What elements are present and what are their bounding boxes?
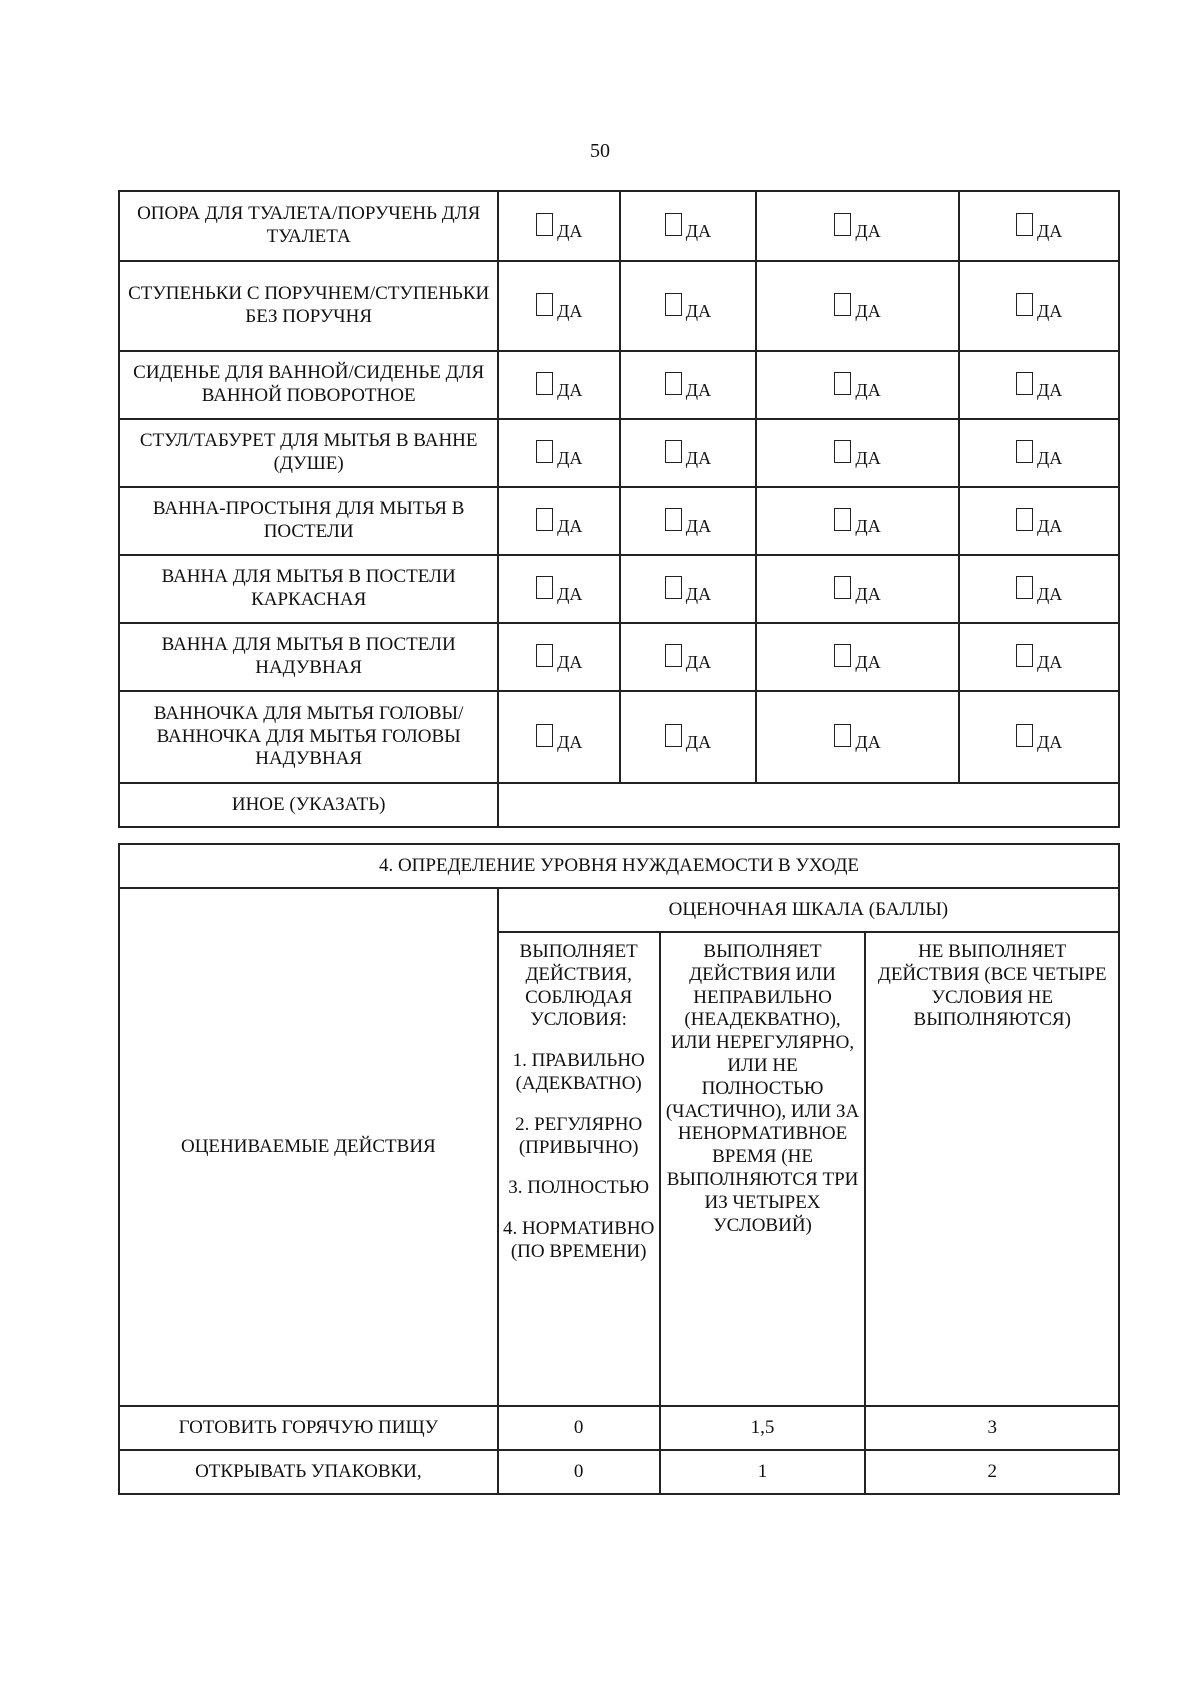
- checkbox-label: ДА: [685, 731, 712, 752]
- checkbox-label: ДА: [557, 379, 583, 400]
- checkbox-cell: [498, 261, 620, 351]
- checkbox[interactable]: [1016, 724, 1033, 747]
- checkbox[interactable]: [665, 213, 682, 236]
- score-value: 3: [865, 1406, 1119, 1450]
- checkbox-cell: [959, 555, 1119, 623]
- checkbox-label: ДА: [685, 300, 712, 321]
- checkbox[interactable]: [665, 440, 682, 463]
- checkbox-cell: [498, 487, 620, 555]
- page-number: 50: [590, 140, 610, 162]
- checkbox-label: ДА: [557, 583, 583, 604]
- checkbox[interactable]: [536, 372, 553, 395]
- checkbox-cell: [959, 691, 1119, 783]
- score-row: [119, 1450, 1119, 1494]
- other-row: [119, 783, 1119, 827]
- checkbox-cell: [498, 419, 620, 487]
- checkbox-cell: [959, 487, 1119, 555]
- equipment-row: [119, 691, 1119, 783]
- checkbox-cell: [620, 487, 756, 555]
- score-value: 0: [498, 1406, 660, 1450]
- checkbox-label: ДА: [685, 583, 712, 604]
- checkbox-label: ДА: [1037, 300, 1063, 321]
- checkbox[interactable]: [536, 576, 553, 599]
- checkbox-cell: [498, 191, 620, 261]
- checkbox-cell: [959, 623, 1119, 691]
- checkbox-cell: [620, 261, 756, 351]
- checkbox[interactable]: [1016, 372, 1033, 395]
- equipment-row: [119, 555, 1119, 623]
- checkbox-cell: [756, 555, 960, 623]
- checkbox[interactable]: [1016, 293, 1033, 316]
- checkbox[interactable]: [1016, 440, 1033, 463]
- checkbox-label: ДА: [685, 515, 712, 536]
- other-input[interactable]: [498, 783, 1119, 827]
- checkbox[interactable]: [665, 724, 682, 747]
- score-value: 1: [660, 1450, 866, 1494]
- checkbox-cell: [498, 351, 620, 419]
- checkbox-cell: [620, 691, 756, 783]
- checkbox-label: ДА: [557, 300, 583, 321]
- checkbox[interactable]: [665, 508, 682, 531]
- equipment-row: [119, 261, 1119, 351]
- equipment-label: ВАННОЧКА ДЛЯ МЫТЬЯ ГОЛОВЫ/ВАННОЧКА ДЛЯ МЫТЬЯ ГОЛОВЫ НАДУВНАЯ: [119, 691, 498, 783]
- scale-header: ОЦЕНОЧНАЯ ШКАЛА (БАЛЛЫ): [498, 888, 1119, 932]
- scale-col-full: [498, 932, 660, 1406]
- checkbox[interactable]: [536, 293, 553, 316]
- action-label: ГОТОВИТЬ ГОРЯЧУЮ ПИЩУ: [119, 1406, 498, 1450]
- checkbox[interactable]: [665, 576, 682, 599]
- equipment-label: ОПОРА ДЛЯ ТУАЛЕТА/ПОРУЧЕНЬ ДЛЯ ТУАЛЕТА: [119, 191, 498, 261]
- checkbox-label: ДА: [557, 447, 583, 468]
- score-value: 1,5: [660, 1406, 866, 1450]
- equipment-table: [118, 190, 1120, 828]
- checkbox[interactable]: [1016, 508, 1033, 531]
- checkbox[interactable]: [834, 508, 851, 531]
- checkbox-cell: [620, 555, 756, 623]
- checkbox[interactable]: [1016, 644, 1033, 667]
- checkbox-cell: [620, 351, 756, 419]
- checkbox-label: ДА: [557, 651, 583, 672]
- checkbox[interactable]: [665, 372, 682, 395]
- condition-1: 1. ПРАВИЛЬНО (АДЕКВАТНО): [512, 1050, 645, 1094]
- checkbox[interactable]: [834, 213, 851, 236]
- other-label: ИНОЕ (УКАЗАТЬ): [119, 783, 498, 827]
- equipment-label: СИДЕНЬЕ ДЛЯ ВАННОЙ/СИДЕНЬЕ ДЛЯ ВАННОЙ ПОВОРОТНОЕ: [119, 351, 498, 419]
- checkbox-label: ДА: [855, 447, 881, 468]
- checkbox-label: ДА: [1037, 220, 1063, 241]
- needs-table: [118, 843, 1120, 1495]
- checkbox-label: ДА: [1037, 651, 1063, 672]
- score-row: [119, 1406, 1119, 1450]
- checkbox[interactable]: [536, 644, 553, 667]
- checkbox-cell: [498, 623, 620, 691]
- equipment-row: [119, 419, 1119, 487]
- checkbox-label: ДА: [855, 583, 881, 604]
- checkbox-cell: [756, 487, 960, 555]
- equipment-row: [119, 191, 1119, 261]
- equipment-label: ВАННА ДЛЯ МЫТЬЯ В ПОСТЕЛИ НАДУВНАЯ: [119, 623, 498, 691]
- checkbox-cell: [756, 261, 960, 351]
- checkbox-label: ДА: [557, 731, 583, 752]
- action-label: ОТКРЫВАТЬ УПАКОВКИ,: [119, 1450, 498, 1494]
- scale-col-none: НЕ ВЫПОЛНЯЕТ ДЕЙСТВИЯ (ВСЕ ЧЕТЫРЕ УСЛОВИЯ НЕ ВЫПОЛНЯЮТСЯ): [865, 932, 1119, 1406]
- checkbox-label: ДА: [557, 220, 583, 241]
- checkbox-label: ДА: [557, 515, 583, 536]
- checkbox-label: ДА: [685, 651, 712, 672]
- section-title: 4. ОПРЕДЕЛЕНИЕ УРОВНЯ НУЖДАЕМОСТИ В УХОДЕ: [119, 844, 1119, 888]
- checkbox[interactable]: [536, 213, 553, 236]
- checkbox[interactable]: [834, 293, 851, 316]
- equipment-label: СТУПЕНЬКИ С ПОРУЧНЕМ/СТУПЕНЬКИ БЕЗ ПОРУЧНЯ: [119, 261, 498, 351]
- checkbox-cell: [959, 261, 1119, 351]
- checkbox-label: ДА: [1037, 731, 1063, 752]
- checkbox-cell: [959, 351, 1119, 419]
- checkbox-label: ДА: [855, 220, 881, 241]
- condition-4: 4. НОРМАТИВНО (ПО ВРЕМЕНИ): [502, 1218, 655, 1262]
- checkbox-label: ДА: [1037, 447, 1063, 468]
- equipment-row: [119, 487, 1119, 555]
- checkbox-label: ДА: [1037, 379, 1063, 400]
- checkbox-cell: [959, 191, 1119, 261]
- checkbox[interactable]: [536, 440, 553, 463]
- checkbox-label: ДА: [685, 220, 712, 241]
- checkbox-cell: [959, 419, 1119, 487]
- checkbox[interactable]: [834, 724, 851, 747]
- checkbox-label: ДА: [855, 515, 881, 536]
- checkbox-cell: [756, 623, 960, 691]
- checkbox-cell: [620, 191, 756, 261]
- checkbox[interactable]: [1016, 213, 1033, 236]
- checkbox-cell: [498, 691, 620, 783]
- checkbox-cell: [756, 351, 960, 419]
- checkbox-cell: [756, 691, 960, 783]
- checkbox[interactable]: [834, 644, 851, 667]
- checkbox-label: ДА: [1037, 583, 1063, 604]
- checkbox[interactable]: [536, 724, 553, 747]
- checkbox-cell: [620, 623, 756, 691]
- full-intro: ВЫПОЛНЯЕТ ДЕЙСТВИЯ, СОБЛЮДАЯ УСЛОВИЯ:: [519, 941, 638, 1031]
- checkbox-label: ДА: [855, 379, 881, 400]
- scale-col-partial: ВЫПОЛНЯЕТ ДЕЙСТВИЯ ИЛИ НЕПРАВИЛЬНО (НЕАДЕКВАТНО), ИЛИ НЕРЕГУЛЯРНО, ИЛИ НЕ ПОЛНОСТЬЮ (ЧАСТИЧНО), ИЛИ ЗА НЕНОРМАТИВНОЕ ВРЕМЯ (НЕ ВЫПОЛНЯЮТСЯ ТРИ ИЗ ЧЕТЫРЕХ УСЛОВИЙ): [660, 932, 866, 1406]
- condition-2: 2. РЕГУЛЯРНО (ПРИВЫЧНО): [515, 1113, 643, 1158]
- checkbox[interactable]: [834, 440, 851, 463]
- checkbox[interactable]: [665, 293, 682, 316]
- checkbox-label: ДА: [855, 651, 881, 672]
- equipment-row: [119, 623, 1119, 691]
- equipment-label: СТУЛ/ТАБУРЕТ ДЛЯ МЫТЬЯ В ВАННЕ (ДУШЕ): [119, 419, 498, 487]
- checkbox-label: ДА: [855, 731, 881, 752]
- checkbox[interactable]: [834, 372, 851, 395]
- checkbox-cell: [620, 419, 756, 487]
- checkbox[interactable]: [536, 508, 553, 531]
- checkbox-label: ДА: [685, 379, 712, 400]
- checkbox-label: ДА: [855, 300, 881, 321]
- checkbox[interactable]: [665, 644, 682, 667]
- actions-header: ОЦЕНИВАЕМЫЕ ДЕЙСТВИЯ: [119, 888, 498, 1406]
- checkbox-cell: [756, 191, 960, 261]
- equipment-label: ВАННА ДЛЯ МЫТЬЯ В ПОСТЕЛИ КАРКАСНАЯ: [119, 555, 498, 623]
- checkbox[interactable]: [1016, 576, 1033, 599]
- checkbox-cell: [498, 555, 620, 623]
- checkbox-cell: [756, 419, 960, 487]
- score-value: 0: [498, 1450, 660, 1494]
- checkbox-label: ДА: [1037, 515, 1063, 536]
- checkbox-label: ДА: [685, 447, 712, 468]
- equipment-row: [119, 351, 1119, 419]
- score-value: 2: [865, 1450, 1119, 1494]
- condition-3: 3. ПОЛНОСТЬЮ: [508, 1177, 650, 1199]
- equipment-label: ВАННА-ПРОСТЫНЯ ДЛЯ МЫТЬЯ В ПОСТЕЛИ: [119, 487, 498, 555]
- checkbox[interactable]: [834, 576, 851, 599]
